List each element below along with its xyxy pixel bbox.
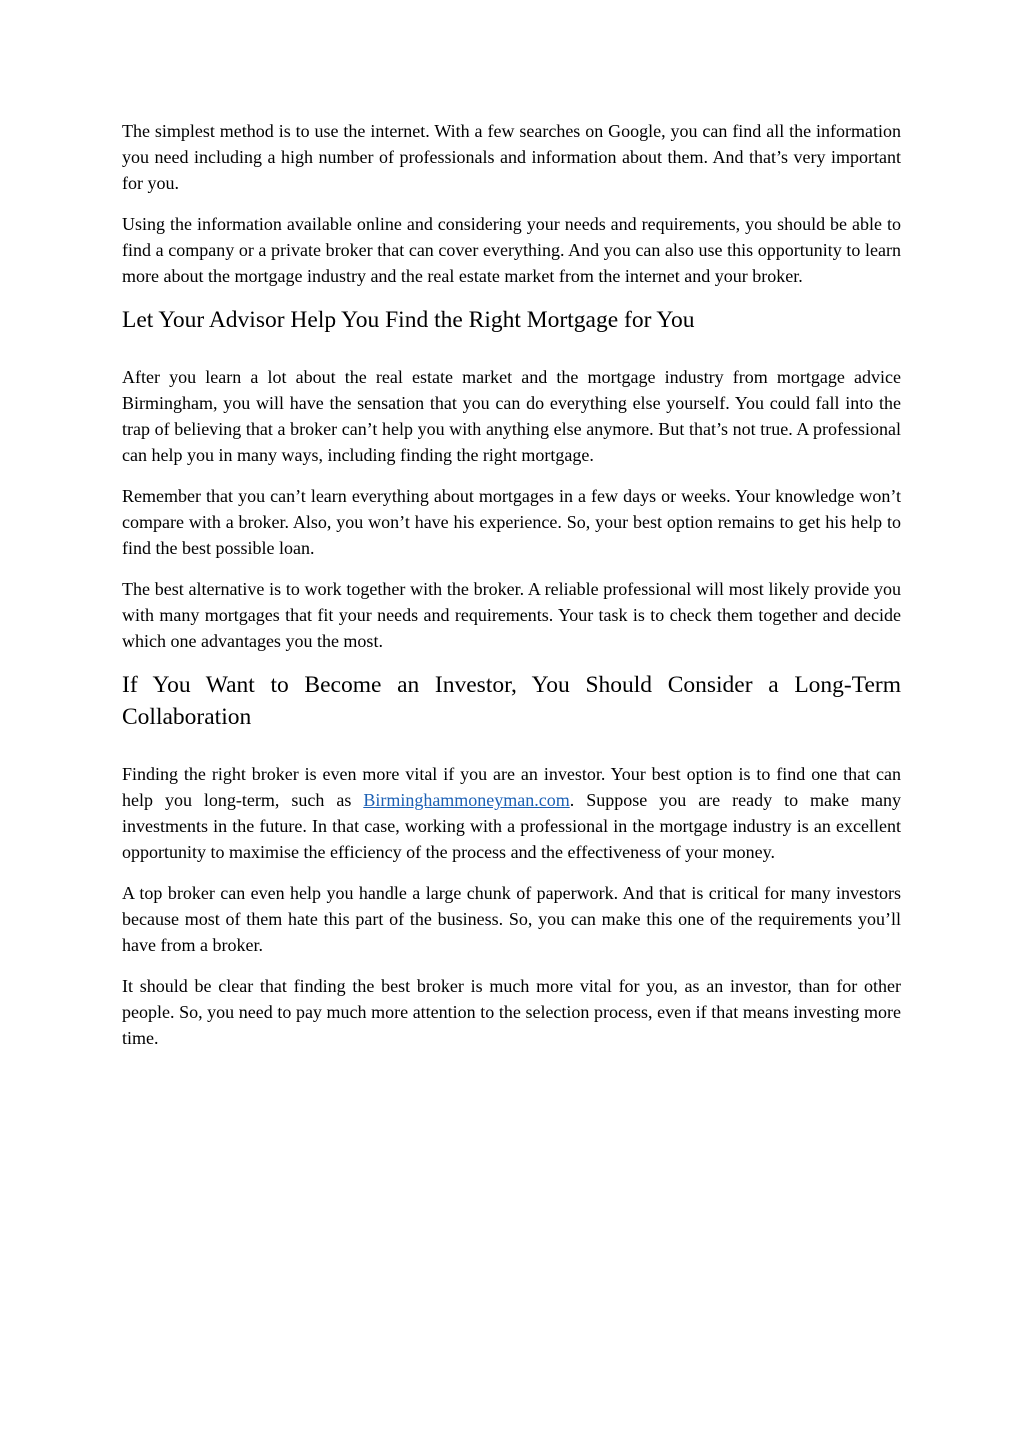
paragraph-broker-experience: Remember that you can’t learn everything about mortgages in a few days or weeks. Your knowledge won’t compare with a broker. Also, you won’t have his experience. So, your best option remains to get his help to find the best possible loan.: [122, 486, 901, 558]
paragraph-finding-broker-text-before: Finding the right broker is even more vital if you are an investor. Your best option is to find one that can help you long-term, such as: [122, 764, 901, 810]
paragraph-finding-broker-text-after: . Suppose you are ready to make many investments in the future. In that case, working with a professional in the mortgage industry is an excellent opportunity to maximise the efficiency of the process and the effectiveness of your money.: [122, 790, 901, 862]
paragraph-paperwork: A top broker can even help you handle a large chunk of paperwork. And that is critical for many investors because most of them hate this part of the business. So, you can make this one of the requirements you’ll have from a broker.: [122, 883, 901, 955]
heading-advisor-help: Let Your Advisor Help You Find the Right Mortgage for You: [122, 307, 695, 333]
paragraph-internet-search: The simplest method is to use the internet. With a few searches on Google, you can find all the information you need including a high number of professionals and information about them. And that’s very important for you.: [122, 121, 901, 193]
paragraph-learn-market: After you learn a lot about the real estate market and the mortgage industry from mortgage advice Birmingham, you will have the sensation that you can do everything else yourself. You could fall into the trap of believing that a broker can’t help you with anything else anymore. But that’s not true. A professional can help you in many ways, including finding the right mortgage.: [122, 367, 901, 465]
heading-investor-collaboration: If You Want to Become an Investor, You Should Consider a Long-Term Collaboration: [122, 672, 901, 730]
paragraph-work-together: The best alternative is to work together with the broker. A reliable professional will most likely provide you with many mortgages that fit your needs and requirements. Your task is to check them together and decide which one advantages you the most.: [122, 579, 901, 651]
paragraph-online-information: Using the information available online and considering your needs and requirements, you should be able to find a company or a private broker that can cover everything. And you can also use this opportunity to learn more about the mortgage industry and the real estate market from the internet and your broker.: [122, 214, 901, 286]
paragraph-finding-broker-investor: [122, 761, 901, 865]
paragraph-selection-process: It should be clear that finding the best broker is much more vital for you, as an investor, than for other people. So, you need to pay much more attention to the selection process, even if that means investing more time.: [122, 976, 901, 1048]
birminghammoneyman-link[interactable]: Birminghammoneyman.com: [363, 790, 570, 810]
